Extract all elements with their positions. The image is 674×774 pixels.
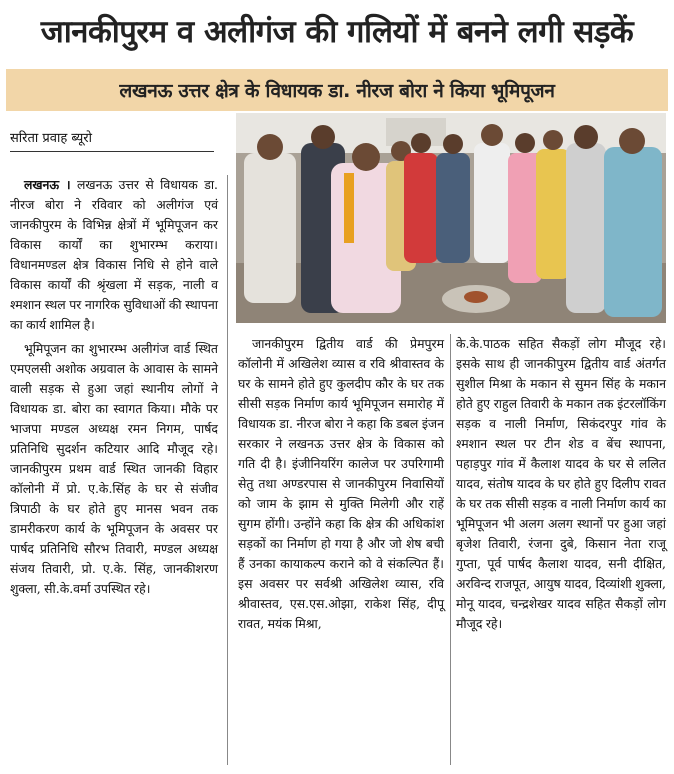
- paragraph-text: लखनऊ उत्तर से विधायक डा. नीरज बोरा ने रविवार को अलीगंज एवं जानकीपुरम के विभिन्न क्षेत्रों में भूमिपूजन कर विकास कार्यों का शुभारम्भ कराया। विधानमण्डल क्षेत्र विकास निधि से होने वाले विकास कार्यों की श्रृंखला में सड़क, नाली व श्मशान स्थल पर नागरिक सुविधाओं की स्थापना का कार्य शामिल है।: [10, 177, 218, 332]
- paragraph: जानकीपुरम द्वितीय वार्ड की प्रेमपुरम कॉलोनी में अखिलेश व्यास व रवि श्रीवास्तव के घर के सामने होते हुए कुलदीप कौर के घर तक सीसी सड़क निर्माण कार्य भूमिपूजन समारोह में विधायक डा. नीरज बोरा ने कहा कि डबल इंजन सरकार ने लखनऊ उत्तर क्षेत्र के विकास को गति दी है। इंजीनियरिंग कालेज पर उपरिगामी सेतु तथा अण्डरपास से जानकीपुरम निवासियों को जाम के झाम से मुक्ति मिलेगी और राहें सुगम होंगी। उन्होंने कहा कि क्षेत्र की अधिकांश सड़कों का निर्माण हो गया है और जो शेष बची हैं उनका कायाकल्प कराने को वे संकल्पित हैं। इस अवसर पर सर्वश्री अखिलेश व्यास, रवि श्रीवास्तव, एस.एस.ओझा, राकेश सिंह, दीपू रावत, मयंक मिश्रा,: [238, 336, 444, 631]
- byline-rule: [10, 151, 214, 152]
- article-headline: जानकीपुरम व अलीगंज की गलियों में बनने लगी सड़कें: [40, 14, 634, 50]
- column-divider: [450, 334, 451, 765]
- paragraph: भूमिपूजन का शुभारम्भ अलीगंज वार्ड स्थित एमएलसी अशोक अग्रवाल के आवास के सामने वाली सड़क से हुआ जहां स्थानीय लोगों ने विधायक डा. बोरा का स्वागत किया। मौके पर भाजपा मण्डल अध्यक्ष रमन निगम, पार्षद प्रतिनिधि सुदर्शन कटियार आदि मौजूद रहे। जानकीपुरम प्रथम वार्ड स्थित जानकी विहार कॉलोनी में प्रो. ए.के.सिंह के घर से संजीव त्रिपाठी के घर होते हुए मानस भवन तक डामरीकरण कार्य के भूमिपूजन के अवसर पर पार्षद प्रतिनिधि सौरभ तिवारी, मण्डल अध्यक्ष संजय तिवारी, प्रो. ए.के. सिंह, जानकीशरण शुक्ला, सी.के.वर्मा उपस्थित रहे।: [10, 341, 218, 596]
- column-divider: [227, 175, 228, 765]
- article-subheadline: लखनऊ उत्तर क्षेत्र के विधायक डा. नीरज बोरा ने किया भूमिपूजन: [119, 80, 555, 102]
- paragraph: [10, 175, 218, 335]
- bhoomipujan-photo: [236, 113, 666, 323]
- dateline: लखनऊ ।: [24, 177, 71, 192]
- paragraph: के.के.पाठक सहित सैकड़ों लोग मौजूद रहे। इसके साथ ही जानकीपुरम द्वितीय वार्ड अंतर्गत सुशील मिश्रा के मकान से सुमन सिंह के मकान होते हुए राहुल तिवारी के मकान तक इंटरलॉकिंग सड़क व नाली निर्माण, सिकंदरपुर गांव के श्मशान स्थल पर टीन शेड व बेंच स्थापना, पहाड़पुर गांव में कैलाश यादव के घर से ललित यादव, संतोष यादव के घर होते हुए दिलीप रावत के घर तक सीसी सड़क व नाली निर्माण कार्य का भूमिपूजन भी अलग अलग स्थानों पर हुआ जहां बृजेश तिवारी, रंजना दुबे, किसान नेता राजू गुप्ता, पूर्व पार्षद कैलाश यादव, सनी दीक्षित, अरविन्द राजपूत, आयुष यादव, दिव्यांशी शुक्ला, मोनू यादव, चन्द्रशेखर यादव सहित सैकड़ों लोग मौजूद रहे।: [456, 336, 666, 631]
- news-photo: [236, 113, 666, 323]
- article-column-1: [10, 175, 218, 599]
- article-column-2: [238, 334, 444, 634]
- article-column-3: [456, 334, 666, 634]
- subheadline-band: [6, 69, 668, 111]
- byline: सरिता प्रवाह ब्यूरो: [10, 131, 92, 146]
